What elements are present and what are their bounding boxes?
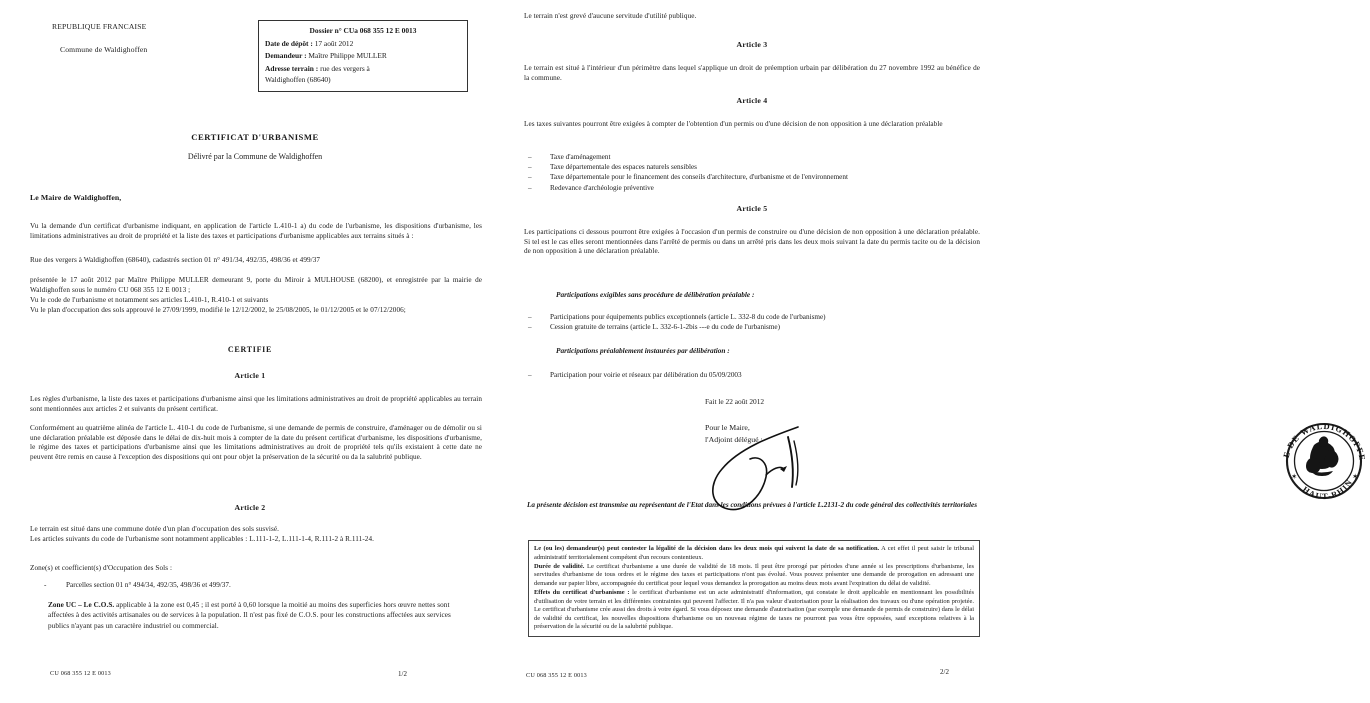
official-stamp (1278, 415, 1370, 507)
dossier-date-label: Date de dépôt : (265, 38, 313, 48)
adresse-terrain-line: Rue des vergers à Waldighoffen (68640), cadastrés section 01 n° 491/34, 492/35, 498/36 et 499/37 (30, 256, 321, 264)
dossier-adresse-label: Adresse terrain : (265, 63, 319, 73)
parcelles-list (40, 580, 480, 590)
notice-1-rest: A cet effet il peut saisir le tribunal administratif territorialement compétent d'un recours contentieux. (534, 545, 974, 561)
list-item-label: Cession gratuite de terrains (article L. 332-6-1-2bis ---e du code de l'urbanisme) (550, 323, 781, 332)
dossier-demandeur-label: Demandeur : (265, 51, 307, 60)
dossier-demandeur-row (265, 50, 461, 63)
stamp-bottom-text: HAUT-RHIN (1300, 477, 1355, 502)
dash-bullet-icon: – (528, 153, 532, 161)
vu-plan-occupation-line: Vu le plan d'occupation des sols approuvé le 27/09/1999, modifié le 12/12/2002, le 25/08/2005, le 01/12/2005 et le 07/12/2006; (30, 306, 406, 314)
article-1-paragraph-1: Les règles d'urbanisme, la liste des taxes et participations d'urbanisme ainsi que les limitations administratives au droit de propriété applicables au terrain sont mentionnées aux articles 2 et suivants du présent certificat. (30, 395, 482, 413)
notice-paragraph-3 (534, 589, 974, 632)
dash-bullet-icon: – (528, 323, 532, 332)
footer-reference-page2: CU 068 355 12 E 0013 (526, 672, 587, 679)
servitude-line: Le terrain n'est grevé d'aucune servitude d'utilité publique. (524, 12, 697, 20)
dossier-adresse-value: rue des vergers à (320, 63, 370, 73)
notice-2-rest: Le certificat d'urbanisme a une durée de validité de 18 mois. Il peut être prorogé par périodes d'une année si les prescriptions d'urbanisme, les servitudes d'urbanisme de tous ordres et le régime des taxes et participations n'ont pas évolué. Vous pouvez présenter une demande de prorogation en adressant une demande sur papier libre, accompagnée du certificat pour lequel vous demandez la prorogation au moins deux mois avant l'expiration du délai de validité. (534, 562, 975, 587)
zone-uc-text: applicable à la zone est 0,45 ; il est porté à 0,60 lorsque la moitié au moins des superficies hors œuvre nettes sont affectées à des activités artisanales ou de services à la population. Il n'est pas fixé de C.O.S. pour les constructions affectées aux services publics n'ayant pas un caractère industriel ou commercial. (48, 601, 451, 630)
stamp-arc-text: E DE WALDIGHOFFE (1281, 421, 1367, 462)
dossier-adresse-value-2: Waldighoffen (68640) (265, 74, 331, 84)
article-5-heading: Article 5 (736, 204, 768, 213)
dossier-date-value: 17 août 2012 (314, 38, 354, 48)
footer-page-number-page2: 2/2 (940, 668, 949, 676)
list-item-label: Participations pour équipements publics exceptionnels (article L. 332-8 du code de l'urbanisme) (550, 313, 826, 321)
document-page-2 (500, 0, 1367, 703)
footer-page-number-page1: 1/2 (398, 670, 407, 678)
zone-coefficient-heading: Zone(s) et coefficient(s) d'Occupation des Sols : (30, 564, 173, 572)
dossier-date-row (265, 38, 461, 51)
dossier-demandeur-value: Maître Philippe MULLER (308, 51, 387, 60)
article-4-taxes-list (524, 152, 980, 193)
notice-paragraph-1 (534, 545, 974, 562)
list-item-label: Redevance d'archéologie préventive (550, 183, 654, 192)
signature-line-1: Pour le Maire, (705, 423, 750, 432)
maire-line: Le Maire de Waldighoffen, (30, 193, 122, 202)
list-item (524, 322, 980, 332)
notice-2-lead: Durée de validité. (534, 562, 585, 570)
list-item (524, 183, 980, 193)
certifie-heading: CERTIFIE (227, 345, 273, 354)
article-2-paragraph-1: Le terrain est situé dans une commune dotée d'un plan d'occupation des sols susvisé. (30, 525, 279, 533)
document-subtitle: Délivré par la Commune de Waldighoffen (187, 152, 323, 161)
dash-bullet-icon: – (528, 173, 532, 182)
transmise-notice: La présente décision est transmise au représentant de l'Etat dans les conditions prévues à l'article L.2131-2 du code général des collectivités territoriales (527, 501, 977, 509)
notice-3-rest: le certificat d'urbanisme est un acte administratif d'information, qui constate le droit applicable en mentionnant les possibilités d'utilisation de votre terrain et les différentes contraintes qui peuvent l'affecter. Il n'a pas valeur d'autorisation pour la réalisation des travaux ou d'une opération projetée. Le certificat d'urbanisme crée aussi des droits à votre égard. Si vous déposez une demande d'autorisation (par exemple une demande de permis de construire) dans le délai de validité du certificat, les nouvelles dispositions d'urbanisme ou un nouveau régime de taxes ne pourront pas vous être opposées, sauf exceptions relatives à la préservation de la sécurité ou de la salubrité publique. (534, 588, 974, 631)
participations-exigibles-subheading: Participations exigibles sans procédure de délibération préalable : (556, 290, 755, 299)
list-item (524, 162, 980, 172)
list-item (524, 152, 980, 162)
dash-bullet-icon: – (528, 313, 532, 321)
list-item (40, 580, 480, 590)
parcelles-text: Parcelles section 01 n° 494/34, 492/35, 498/36 et 499/37. (66, 581, 231, 589)
dash-bullet-icon: – (528, 163, 532, 172)
article-4-paragraph-1: Les taxes suivantes pourront être exigées à compter de l'obtention d'un permis ou d'une décision de non opposition à une déclaration préalable (524, 120, 943, 128)
notice-1-lead: Le (ou les) demandeur(s) peut contester la légalité de la décision dans les deux mois qui suivent la date de sa notification. (534, 545, 880, 552)
document-title: CERTIFICAT D'URBANISME (191, 132, 319, 142)
signature-date: Fait le 22 août 2012 (705, 397, 765, 406)
vu-code-urbanisme-line: Vu le code de l'urbanisme et notamment ses articles L.410-1, R.410-1 et suivants (30, 296, 269, 304)
article-5-paragraph-1: Les participations ci dessous pourront être exigées à l'occasion d'un permis de construire ou d'une décision de non opposition à une déclaration préalable. Si tel est le cas elles seront mentionnées dans l'arrêté de permis ou dans un arrêté pris dans les deux mois suivant la date du permis tacite ou de la décision de non opposition à une déclaration préalable. (524, 228, 980, 256)
list-item-label: Taxe départementale pour le financement des conseils d'architecture, d'urbanisme et de l'environnement (550, 173, 848, 182)
list-item (524, 312, 980, 322)
list-item (524, 370, 980, 380)
article-2-paragraph-2: Les articles suivants du code de l'urbanisme sont notamment applicables : L.111-1-2, L.111-1-4, R.111-2 à R.111-24. (30, 535, 374, 543)
vu-demande-paragraph: Vu la demande d'un certificat d'urbanisme indiquant, en application de l'article L.410-1 a) du code de l'urbanisme, les dispositions d'urbanisme, les limitations administratives au droit de propriété et la liste des taxes et participations d'urbanisme applicables aux terrains situés à : (30, 222, 482, 240)
dossier-number: Dossier n° CUa 068 355 12 E 0013 (309, 26, 417, 35)
presentee-paragraph: présentée le 17 août 2012 par Maître Philippe MULLER demeurant 9, porte du Miroir à MULHOUSE (68200), et enregistrée par la mairie de Waldighoffen sous le numéro CU 068 355 12 E 0013 ; (30, 276, 482, 294)
article-2-heading: Article 2 (234, 503, 266, 512)
zone-uc-label: Zone UC – Le C.O.S. (48, 601, 115, 609)
article-1-paragraph-2: Conformément au quatrième alinéa de l'article L. 410-1 du code de l'urbanisme, si une demande de permis de construire, d'aménager ou de démolir ou si une déclaration préalable est déposée dans le délai de dix-huit mois à compter de la date du présent certificat d'urbanisme, les dispositions d'urbanisme, le régime des taxes et participations d'urbanisme ainsi que les limitations administratives au droit de propriété tels qu'ils existaient à cette date ne peuvent être remis en cause à l'exception des dispositions qui ont pour objet la préservation de la sécurité ou da la salubrité publique. (30, 424, 482, 461)
dossier-adresse-row (265, 63, 461, 85)
list-item-label: Taxe d'aménagement (550, 153, 611, 161)
participations-exigibles-list (524, 312, 980, 333)
svg-text:✶: ✶ (1291, 472, 1298, 481)
list-item (524, 172, 980, 182)
dash-bullet-icon: - (44, 581, 47, 589)
footer-reference-page1: CU 068 355 12 E 0013 (50, 670, 111, 677)
dossier-info-box (258, 20, 468, 92)
signature-line-2: l'Adjoint délégué : (705, 435, 763, 444)
republique-francaise-heading: REPUBLIQUE FRANCAISE (52, 22, 147, 31)
article-3-paragraph-1: Le terrain est situé à l'intérieur d'un périmètre dans lequel s'applique un droit de préemption urbain par délibération du 27 novembre 1992 au bénéfice de la commune. (524, 64, 980, 82)
commune-heading: Commune de Waldighoffen (60, 45, 148, 54)
svg-text:HAUT-RHIN (1301, 477, 1355, 501)
article-4-heading: Article 4 (736, 96, 768, 105)
zone-uc-paragraph (48, 600, 468, 631)
dash-bullet-icon: – (528, 371, 532, 379)
list-item-label: Participation pour voirie et réseaux par délibération du 05/09/2003 (550, 371, 742, 379)
dash-bullet-icon: – (528, 183, 532, 192)
svg-text:✶: ✶ (1352, 472, 1359, 481)
notice-paragraph-2 (534, 563, 974, 589)
legal-notice-box (528, 540, 980, 637)
list-item-label: Taxe départementale des espaces naturels sensibles (550, 163, 697, 172)
document-page-1 (0, 0, 500, 703)
article-1-heading: Article 1 (234, 371, 266, 380)
participations-instaurees-subheading: Participations préalablement instaurées par délibération : (556, 346, 730, 355)
article-3-heading: Article 3 (736, 40, 768, 49)
notice-3-lead: Effets du certificat d'urbanisme : (534, 588, 630, 596)
participations-instaurees-list (524, 370, 980, 380)
